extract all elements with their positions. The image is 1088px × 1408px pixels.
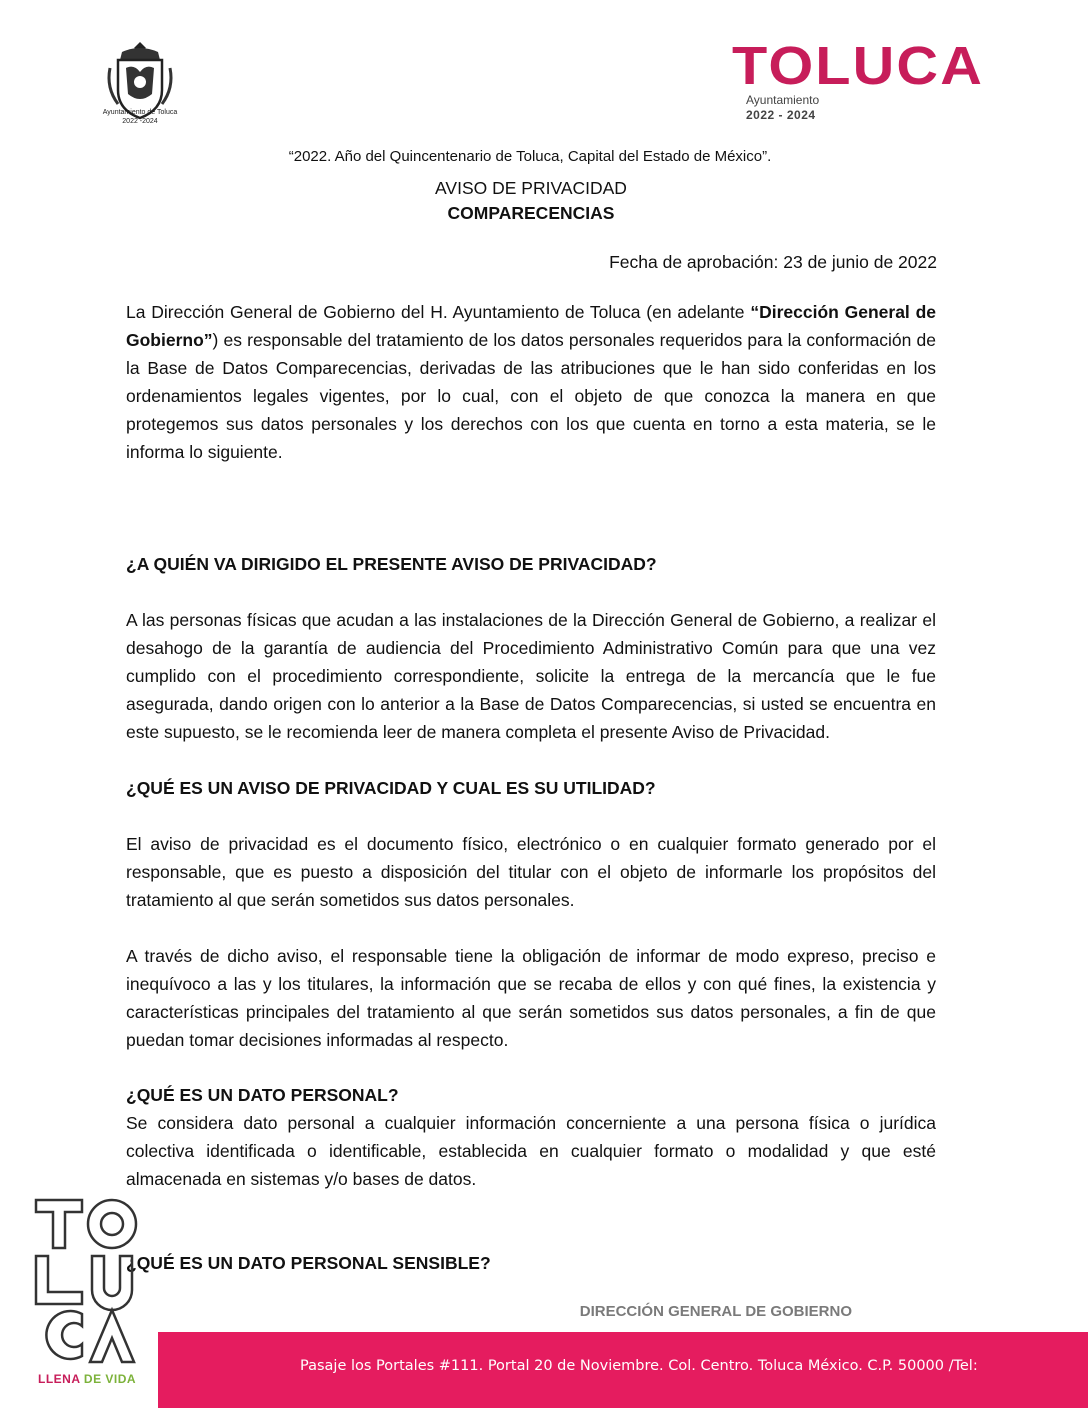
document-subtitle: COMPARECENCIAS bbox=[447, 203, 615, 223]
section-heading-personal-data: ¿QUÉ ES UN DATO PERSONAL? bbox=[126, 1085, 399, 1105]
brand-subtitle: Ayuntamiento bbox=[746, 93, 820, 107]
intro-text-bold: “Dirección General de Gobierno” bbox=[126, 302, 936, 350]
section-text-what-is-notice-2: A través de dicho aviso, el responsable tiene la obligación de informar de modo expreso, preciso e inequívoco a las y los titulares, la información que se recaba de ellos y con qué fines, la existencia y características principales del tratamiento al que serán sometidos sus datos personales, a fin de que puedan tomar decisiones informadas al respecto. bbox=[126, 946, 936, 1050]
section-text-what-is-notice-1: El aviso de privacidad es el documento físico, electrónico o en cualquier formato generado por el responsable, que es puesto a disposición del titular con el objeto de informarle los propósitos del tratamiento al que serán sometidos sus datos personales. bbox=[126, 834, 936, 910]
toluca-outline-logo bbox=[32, 1196, 142, 1368]
intro-paragraph bbox=[126, 298, 936, 466]
section-text-who: A las personas físicas que acudan a las instalaciones de la Dirección General de Gobierno, a realizar el desahogo de la garantía de audiencia del Procedimiento Administrativo Común para que una vez cumplido con el procedimiento correspondiente, solicite la entrega de la mercancía que le fue asegurada, dando origen con lo anterior a la Base de Datos Comparecencias, si usted se encuentra en este supuesto, se le recomienda leer de manera completa el presente Aviso de Privacidad. bbox=[126, 610, 936, 742]
brand-years: 2022 - 2024 bbox=[746, 108, 816, 122]
section-heading-who: ¿A QUIÉN VA DIRIGIDO EL PRESENTE AVISO DE PRIVACIDAD? bbox=[126, 554, 657, 574]
footer-address: Pasaje los Portales #111. Portal 20 de Noviembre. Col. Centro. Toluca México. C.P. 50000 /Tel: bbox=[300, 1358, 978, 1374]
section-heading-what-is-notice: ¿QUÉ ES UN AVISO DE PRIVACIDAD Y CUAL ES SU UTILIDAD? bbox=[126, 778, 656, 798]
footer-slogan bbox=[38, 1372, 136, 1386]
section-text-personal-data: Se considera dato personal a cualquier información concerniente a una persona física o jurídica colectiva identificada o identificable, establecida en cualquier formato o modalidad y que esté almacenada en sistemas y/o bases de datos. bbox=[126, 1113, 936, 1189]
seal-caption bbox=[86, 108, 194, 126]
footer-address-bar bbox=[158, 1332, 1088, 1408]
seal-caption-line2: 2022 -2024 bbox=[122, 118, 158, 125]
motto: “2022. Año del Quincentenario de Toluca, Capital del Estado de México”. bbox=[288, 148, 772, 165]
slogan-part-1: LLENA bbox=[38, 1372, 81, 1386]
seal-caption-line1: Ayuntamiento de Toluca bbox=[102, 109, 178, 116]
intro-text-a: La Dirección General de Gobierno del H. Ayuntamiento de Toluca (en adelante bbox=[126, 302, 751, 322]
document-title: AVISO DE PRIVACIDAD bbox=[435, 178, 627, 198]
brand-name: TOLUCA bbox=[732, 40, 984, 90]
section-heading-sensitive-data: ¿QUÉ ES UN DATO PERSONAL SENSIBLE? bbox=[126, 1253, 491, 1273]
approval-date: Fecha de aprobación: 23 de junio de 2022 bbox=[609, 252, 937, 272]
department-name: DIRECCIÓN GENERAL DE GOBIERNO bbox=[579, 1303, 852, 1320]
slogan-part-2: DE VIDA bbox=[83, 1372, 137, 1386]
document-body bbox=[126, 298, 936, 1277]
toluca-brand-logo bbox=[732, 40, 988, 90]
intro-text-c: ) es responsable del tratamiento de los datos personales requeridos para la conformación de la Base de Datos Comparecencias, derivadas de las atribuciones que le han sido conferidas en los ordenamientos legales vigentes, por lo cual, con el objeto de que conozca la manera en que protegemos sus datos personales y los derechos con los que cuenta en torno a esta materia, se le informa lo siguiente. bbox=[126, 330, 936, 462]
